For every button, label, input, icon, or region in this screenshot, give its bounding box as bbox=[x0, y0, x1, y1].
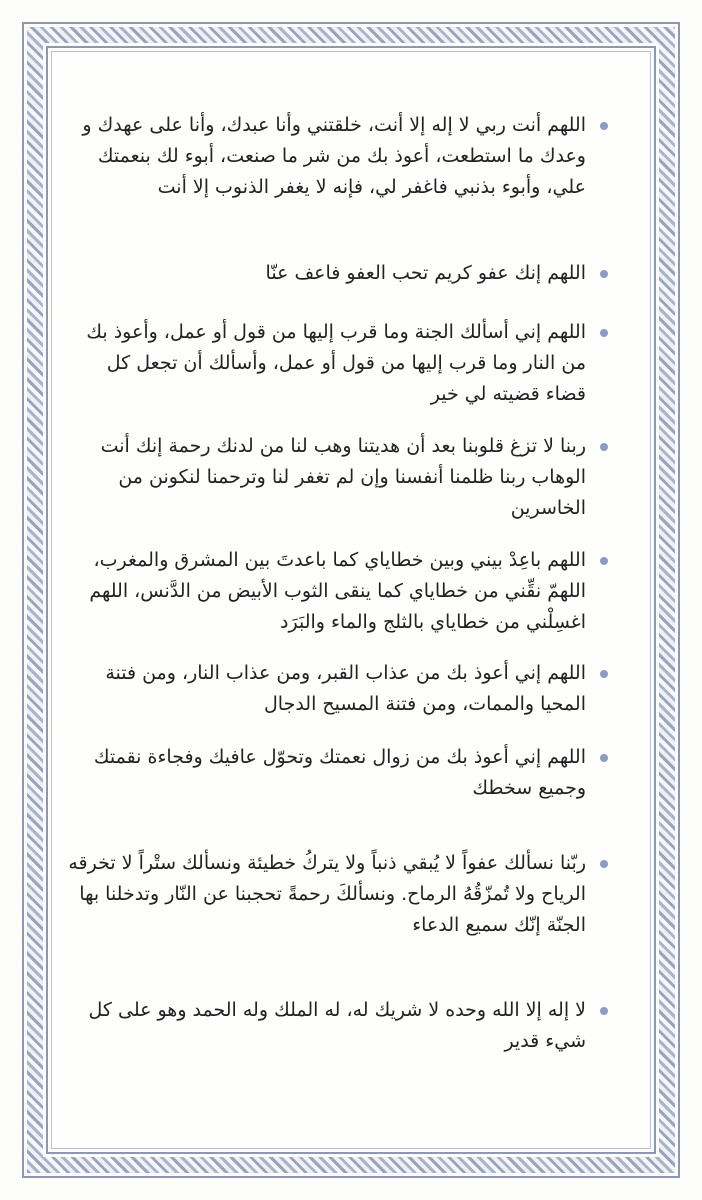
dua-item: اللهم إني أعوذ بك من زوال نعمتك وتحوّل عافيك وفجاءة نقمتك وجميع سخطك bbox=[93, 746, 586, 799]
dua-item: اللهم إني أعوذ بك من عذاب القبر، ومن عذاب النار، ومن فتنة المحيا والممات، ومن فتنة المسيح الدجال bbox=[105, 662, 586, 715]
dua-item: ربنا لا تزغ قلوبنا بعد أن هديتنا وهب لنا من لدنك رحمة إنك أنت الوهاب ربنا ظلمنا أنفسنا وإن لم تغفر لنا وترحمنا لنكونن من الخاسرين bbox=[100, 435, 586, 519]
dua-item: ربّنا نسألك عفواً لا يُبقي ذنباً ولا يتركُ خطيئة ونسألك ستْراً لا تخرقه الرياح ولا تُمزّقُهُ الرماح. ونسألكَ رحمةً تحجبنا عن النّار وتدخلنا بها الجنّة إنّك سميع الدعاء bbox=[68, 852, 586, 936]
dua-item: لا إله إلا الله وحده لا شريك له، له الملك وله الحمد وهو على كل شيء قدير bbox=[88, 999, 586, 1052]
dua-item: اللهم أنت ربي لا إله إلا أنت، خلقتني وأنا عبدك، وأنا على عهدك و وعدك ما استطعت، أعوذ بك من شر ما صنعت، أبوء لك بنعمتك علي، وأبوء بذنبي فاغفر لي، فإنه لا يغفر الذنوب إلا أنت bbox=[82, 114, 586, 198]
dua-item: اللهم باعِدْ بيني وبين خطاياي كما باعدتَ بين المشرق والمغرب، اللهمّ نقِّني من خطاياي كما ينقى الثوب الأبيض من الدَّنس، اللهم اغسِلْني من خطاياي بالثلج والماء والبَرَد bbox=[89, 549, 586, 633]
dua-item: اللهم إني أسألك الجنة وما قرب إليها من قول أو عمل، وأعوذ بك من النار وما قرب إليها من قول أو عمل، وأسألك أن تجعل كل قضاء قضيته لي خير bbox=[86, 321, 586, 405]
dua-item: اللهم إنك عفو كريم تحب العفو فاعف عنّا bbox=[265, 262, 586, 284]
